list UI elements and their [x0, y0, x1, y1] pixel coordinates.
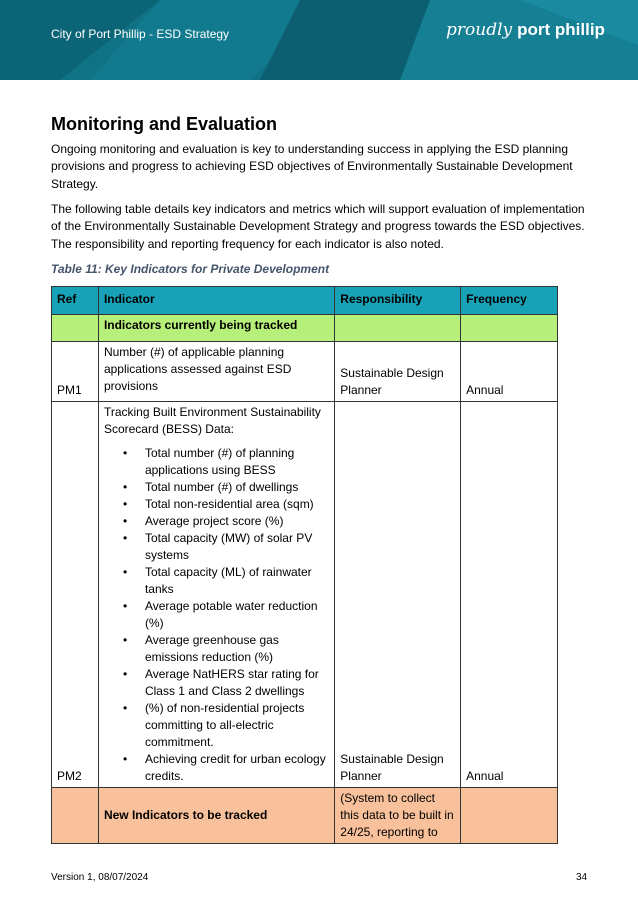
bess-metric-item: • Achieving credit for urban ecology credits.	[104, 751, 329, 785]
document-title: City of Port Phillip - ESD Strategy	[51, 27, 230, 41]
bess-metric-item: • Total number (#) of planning applications using BESS	[104, 445, 329, 479]
bess-metric-item: • Average project score (%)	[104, 513, 329, 530]
group-new-responsibility: (System to collect this data to be built in 24/25, reporting to	[335, 788, 461, 844]
table-description-paragraph: The following table details key indicators and metrics which will support evaluation of implementation of the Environmentally Sustainable Development Strategy and progress towards the ESD objectives. The responsibility and reporting frequency for each indicator is also noted.	[51, 202, 585, 251]
logo-main-text: port phillip	[517, 20, 605, 39]
bess-metric-item: • Average greenhouse gas emissions reduction (%)	[104, 632, 329, 666]
table-row-pm2	[52, 402, 558, 788]
pm2-ref: PM2	[52, 402, 99, 788]
section-heading: Monitoring and Evaluation	[51, 114, 277, 134]
bess-metric-item: • Total capacity (ML) of rainwater tanks	[104, 564, 329, 598]
table-caption: Table 11: Key Indicators for Private Development	[51, 262, 330, 276]
bess-metric-item: • Average NatHERS star rating for Class 1 and Class 2 dwellings	[104, 666, 329, 700]
pm2-responsibility: Sustainable Design Planner	[335, 402, 461, 788]
header-ref: Ref	[52, 287, 99, 315]
bess-metric-item: • Total number (#) of dwellings	[104, 479, 329, 496]
pm1-responsibility: Sustainable Design Planner	[335, 342, 461, 402]
pm1-indicator: Number (#) of applicable planning applications assessed against ESD provisions	[98, 342, 334, 402]
group-label-new: New Indicators to be tracked	[98, 788, 334, 844]
header-indicator: Indicator	[98, 287, 334, 315]
pm2-intro: Tracking Built Environment Sustainability Scorecard (BESS) Data:	[103, 405, 321, 436]
group-label-current: Indicators currently being tracked	[98, 315, 334, 342]
bess-metric-item: • Total non-residential area (sqm)	[104, 496, 329, 513]
intro-paragraph: Ongoing monitoring and evaluation is key to understanding success in applying the ESD planning provisions and progress to achieving ESD objectives of Environmentally Sustainable Development Strategy.	[51, 142, 573, 191]
group-cell-frequency	[461, 315, 558, 342]
footer-version: Version 1, 08/07/2024	[51, 872, 149, 883]
table-row-pm1	[52, 342, 558, 402]
page-number: 34	[576, 872, 588, 883]
table-header-row	[52, 287, 558, 315]
port-phillip-logo	[446, 20, 605, 40]
group-row-new	[52, 788, 558, 844]
bess-metric-item: • (%) of non-residential projects committing to all-electric commitment.	[104, 700, 329, 751]
header-frequency: Frequency	[461, 287, 558, 315]
pm1-ref: PM1	[52, 342, 99, 402]
logo-script-text: proudly	[446, 20, 513, 40]
group-row-current	[52, 315, 558, 342]
group-new-cell-frequency	[461, 788, 558, 844]
group-new-cell-ref	[52, 788, 99, 844]
pm2-frequency: Annual	[461, 402, 558, 788]
pm1-frequency: Annual	[461, 342, 558, 402]
header-responsibility: Responsibility	[335, 287, 461, 315]
group-cell-ref	[52, 315, 99, 342]
header-banner	[0, 0, 638, 80]
pm2-indicator	[98, 402, 334, 788]
group-cell-responsibility	[335, 315, 461, 342]
bess-metrics-list	[104, 445, 329, 785]
bess-metric-item: • Average potable water reduction (%)	[104, 598, 329, 632]
key-indicators-table	[51, 286, 558, 844]
bess-metric-item: • Total capacity (MW) of solar PV systems	[104, 530, 329, 564]
